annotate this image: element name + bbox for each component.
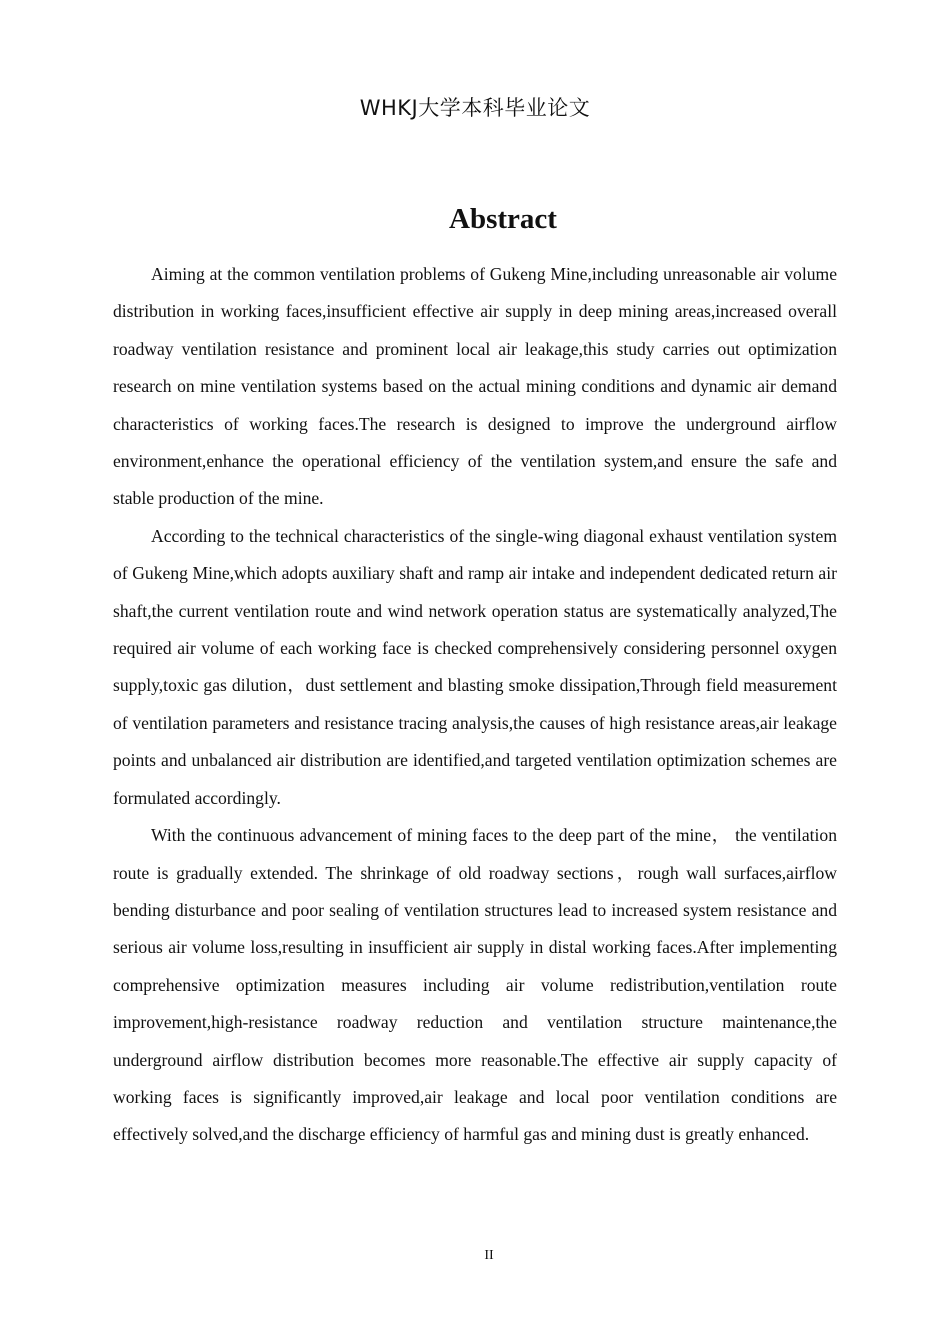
abstract-paragraph-1: Aiming at the common ventilation problems of Gukeng Mine,including unreasonable air volume distribution in working faces,insufficient effective air supply in deep mining areas,increased overall roadway ventilation resistance and prominent local air leakage,this study carries out optimization research on mine ventilation systems based on the actual mining conditions and dynamic air demand characteristics of working faces.The research is designed to improve the underground airflow environment,enhance the operational efficiency of the ventilation system,and ensure the safe and stable production of the mine.	[113, 264, 837, 509]
abstract-paragraph-2: According to the technical characteristics of the single-wing diagonal exhaust ventilation system of Gukeng Mine,which adopts auxiliary shaft and ramp air intake and independent dedicated return air shaft,the current ventilation route and wind network operation status are systematically analyzed,The required air volume of each working face is checked comprehensively considering personnel oxygen supply,toxic gas dilution，dust settlement and blasting smoke dissipation,Through field measurement of ventilation parameters and resistance tracing analysis,the causes of high resistance areas,air leakage points and unbalanced air distribution are identified,and targeted ventilation optimization schemes are formulated accordingly.	[113, 525, 837, 808]
page-number: II	[484, 1248, 494, 1263]
running-header: WHKJ大学本科毕业论文	[359, 96, 591, 120]
abstract-title: Abstract	[449, 203, 557, 236]
abstract-paragraph-3: With the continuous advancement of mining faces to the deep part of the mine， the ventilation route is gradually extended. The shrinkage of old roadway sections，rough wall surfaces,airflow bending disturbance and poor sealing of ventilation structures lead to increased system resistance and serious air volume loss,resulting in insufficient air supply in distal working faces.After implementing comprehensive optimization measures including air volume redistribution,ventilation route improvement,high-resistance roadway reduction and ventilation structure maintenance,the underground airflow distribution becomes more reasonable.The effective air supply capacity of working faces is significantly improved,air leakage and local poor ventilation conditions are effectively solved,and the discharge efficiency of harmful gas and mining dust is greatly enhanced.	[113, 825, 837, 1145]
abstract-body	[113, 256, 837, 1154]
